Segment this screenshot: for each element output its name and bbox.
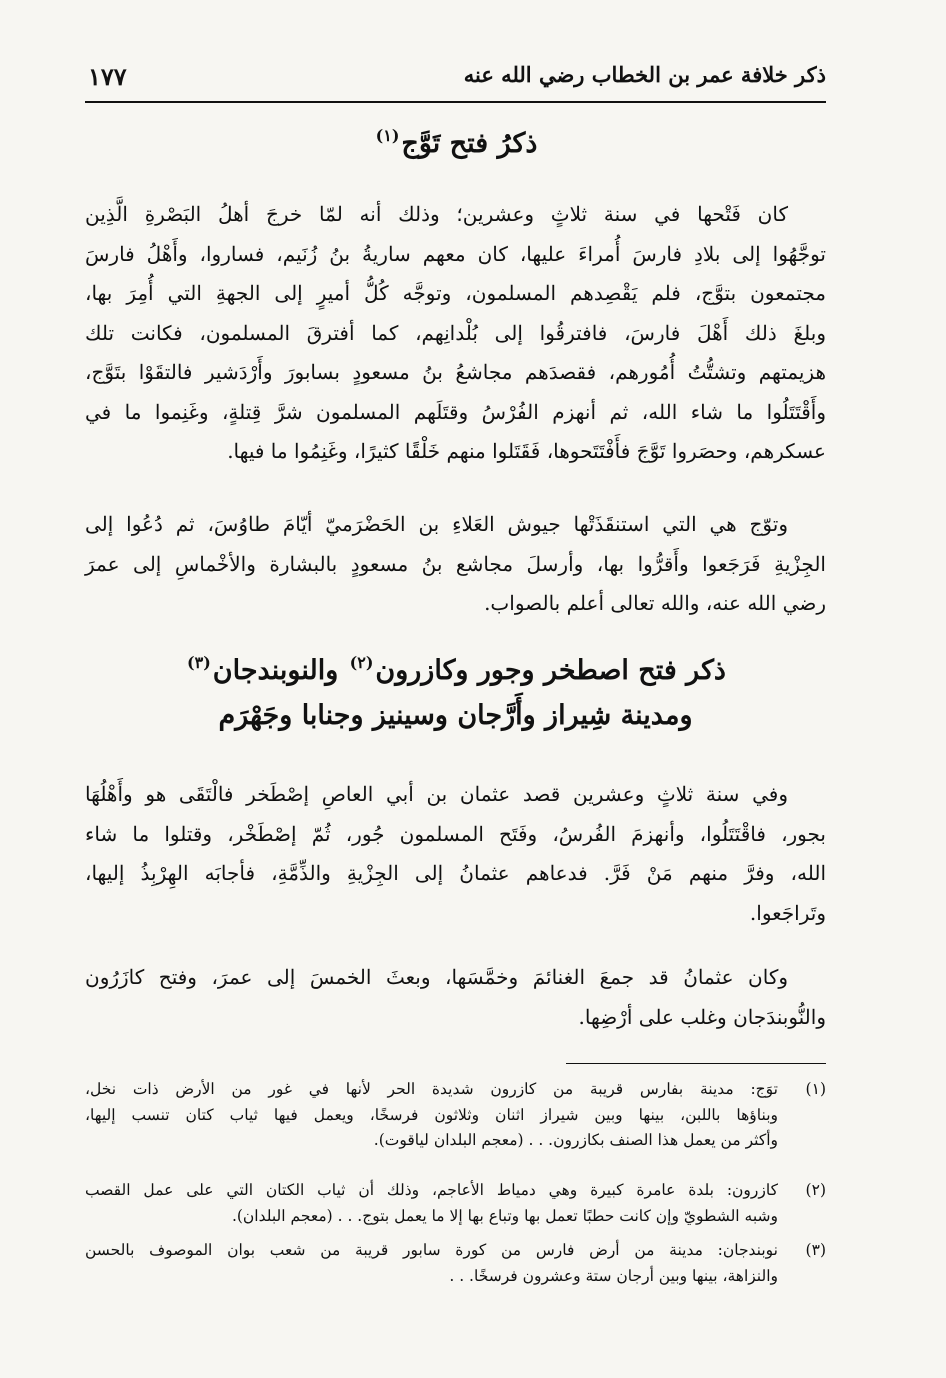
header-rule xyxy=(85,101,826,103)
text-line: وتَراجَعوا. xyxy=(749,900,826,925)
footnote-line: كازرون: بلدة عامرة كبيرة وهي دمياط الأعاجم، وذلك أن ثياب الكتان التي على عمل القصب xyxy=(85,1181,778,1199)
text-line: رضي الله عنه، والله تعالى أعلم بالصواب. xyxy=(484,591,826,615)
footnote-number: (٣) xyxy=(805,1241,826,1259)
footnote-line: والنزاهة، بينها وبين أرجان ستة وعشرون فرسخًا. . . xyxy=(449,1266,778,1285)
footnote-ref[interactable]: (١) xyxy=(375,126,400,145)
text-line: وتوّج هي التي استنقَذَتْها جيوش العَلاءِ بن الحَضْرَميّ أيّامَ طاوُسَ، ثم دُعُوا إلى xyxy=(85,512,788,536)
text-line: وكان عثمانُ قد جمعَ الغنائمَ وخمَّسَها، وبعثَ الخمسَ إلى عمرَ، وفتح كازَرُون xyxy=(85,965,788,989)
section-heading-shiraz xyxy=(85,700,826,731)
footnote-ref[interactable]: (٢) xyxy=(349,653,374,672)
footnote-1 xyxy=(85,1077,826,1154)
text-line: كان فَتْحها في سنة ثلاثٍ وعشرين؛ وذلك أنه لمّا خرجَ أهلُ البَصْرةِ الَّذِين xyxy=(85,202,788,226)
footnote-ref[interactable]: (٣) xyxy=(187,653,211,672)
footnote-line: وبناؤها باللبن، بينها وبين شيراز اثنان وثلاثون فرسخًا، ويعمل فيها ثياب كتان تنسب إليها، xyxy=(85,1105,778,1124)
text-line: توجَّهُوا إلى بلادِ فارسَ أُمراءَ عليها، كان معهم ساريةُ بنُ زُنَيم، فساروا، وأَهْلُ فارسَ xyxy=(85,241,827,266)
footnote-number: (٢) xyxy=(805,1181,826,1199)
footnote-2 xyxy=(85,1178,826,1229)
heading-text: ومدينة شِيراز وأَرَّجان وسينيز وجنابا وجَهْرَم xyxy=(218,700,693,731)
paragraph-kazerun xyxy=(85,958,826,1037)
footnote-line: نوبندجان: مدينة من أرض فارس من كورة سابور قريبة من شعب بوان الموصوف بالحسن xyxy=(85,1241,778,1259)
paragraph-tawwaj-conquest xyxy=(85,195,826,472)
heading-text: ذكرُ فتح تَوَّج xyxy=(401,128,538,159)
text-line: وبلغَ ذلك أَهْلَ فارسَ، فافترقُوا إلى بُلْدانِهم، كما أفترقَ المسلمون، فكانت تلك xyxy=(85,320,826,345)
section-heading-tawwaj xyxy=(85,126,826,159)
footnote-line: وأكثر من يعمل هذا الصنف بكازرون. . . (معجم البلدان لياقوت). xyxy=(373,1131,778,1149)
text-line: هزيمتهم وتشتُّتُ أُمُورهم، فقصدَهم مجاشعُ بنُ مسعودٍ بسابورَ وأَرْدَشير فالتقَوْا بتَوَّج، xyxy=(85,360,826,384)
text-line: عسكرهم، وحصَروا تَوَّجَ فأَفْتَتَحوها، فَقَتَلوا منهم خَلْقًا كثيرًا، وغَنِمُوا ما فيها. xyxy=(227,439,826,463)
section-heading-istakhr xyxy=(85,653,826,686)
footnote-line: وشبه الشطويّ وإن كانت حطبًا تعمل بها وتباع بها إلا ما يعمل بتوج. . . (معجم البلدان). xyxy=(231,1206,778,1225)
heading-text: والنوبندجان xyxy=(212,655,339,686)
text-line: الله، وفرَّ منهم مَنْ فَرَّ. فدعاهم عثمانُ إلى الجِزْيةِ والذِّمَّةِ، فأجابَه الهِرْبِذُ إليها، xyxy=(85,861,826,885)
text-line: وأَقْتَتَلُوا ما شاء الله، ثم أنهزم الفُرْسُ وقتَلَهم المسلمون شرَّ قِتلةٍ، وغَنِموا ما في xyxy=(85,399,826,424)
paragraph-istakhr-conquest xyxy=(85,775,826,933)
footnote-3 xyxy=(85,1238,826,1289)
running-header-title: ذكر خلافة عمر بن الخطاب رضي الله عنه xyxy=(463,62,826,87)
text-line: مجتمعون بتوَّج، فلم يَقْصِدهم المسلمون، وتوجَّه كُلُّ أميرٍ إلى الجهةِ التي أُمِرَ بها، xyxy=(85,281,826,305)
heading-text: ذكر فتح اصطخر وجور وكازرون xyxy=(375,655,726,686)
footnote-separator xyxy=(566,1063,826,1064)
text-line: وفي سنة ثلاثٍ وعشرين قصد عثمان بن أبي العاصِ إصْطَخر فالْتَقَى هو وأَهْلُهَا xyxy=(85,782,788,806)
page-number: ١٧٧ xyxy=(88,62,127,91)
paragraph-tawwaj-jizya xyxy=(85,505,826,624)
text-line: والنُّوبندَجان وغلب على أرْضِها. xyxy=(578,1004,826,1029)
footnote-line: توَج: مدينة بفارس قريبة من كازرون شديدة الحر لأنها في غور من الأرض ذات نخل، xyxy=(85,1080,778,1098)
text-line: الجِزْيةِ فَرَجَعوا وأَقرُّوا بها، وأرسلَ مجاشع بنُ مسعودٍ بالبشارة والأخْماسِ إلى عمرَ xyxy=(85,551,826,576)
footnote-number: (١) xyxy=(805,1080,826,1098)
text-line: بجور، فاقْتَتَلُوا، وأنهزمَ الفُرسُ، وفَتَح المسلمون جُور، ثُمّ إصْطَخْر، وقتلوا ما شاء xyxy=(85,821,826,846)
